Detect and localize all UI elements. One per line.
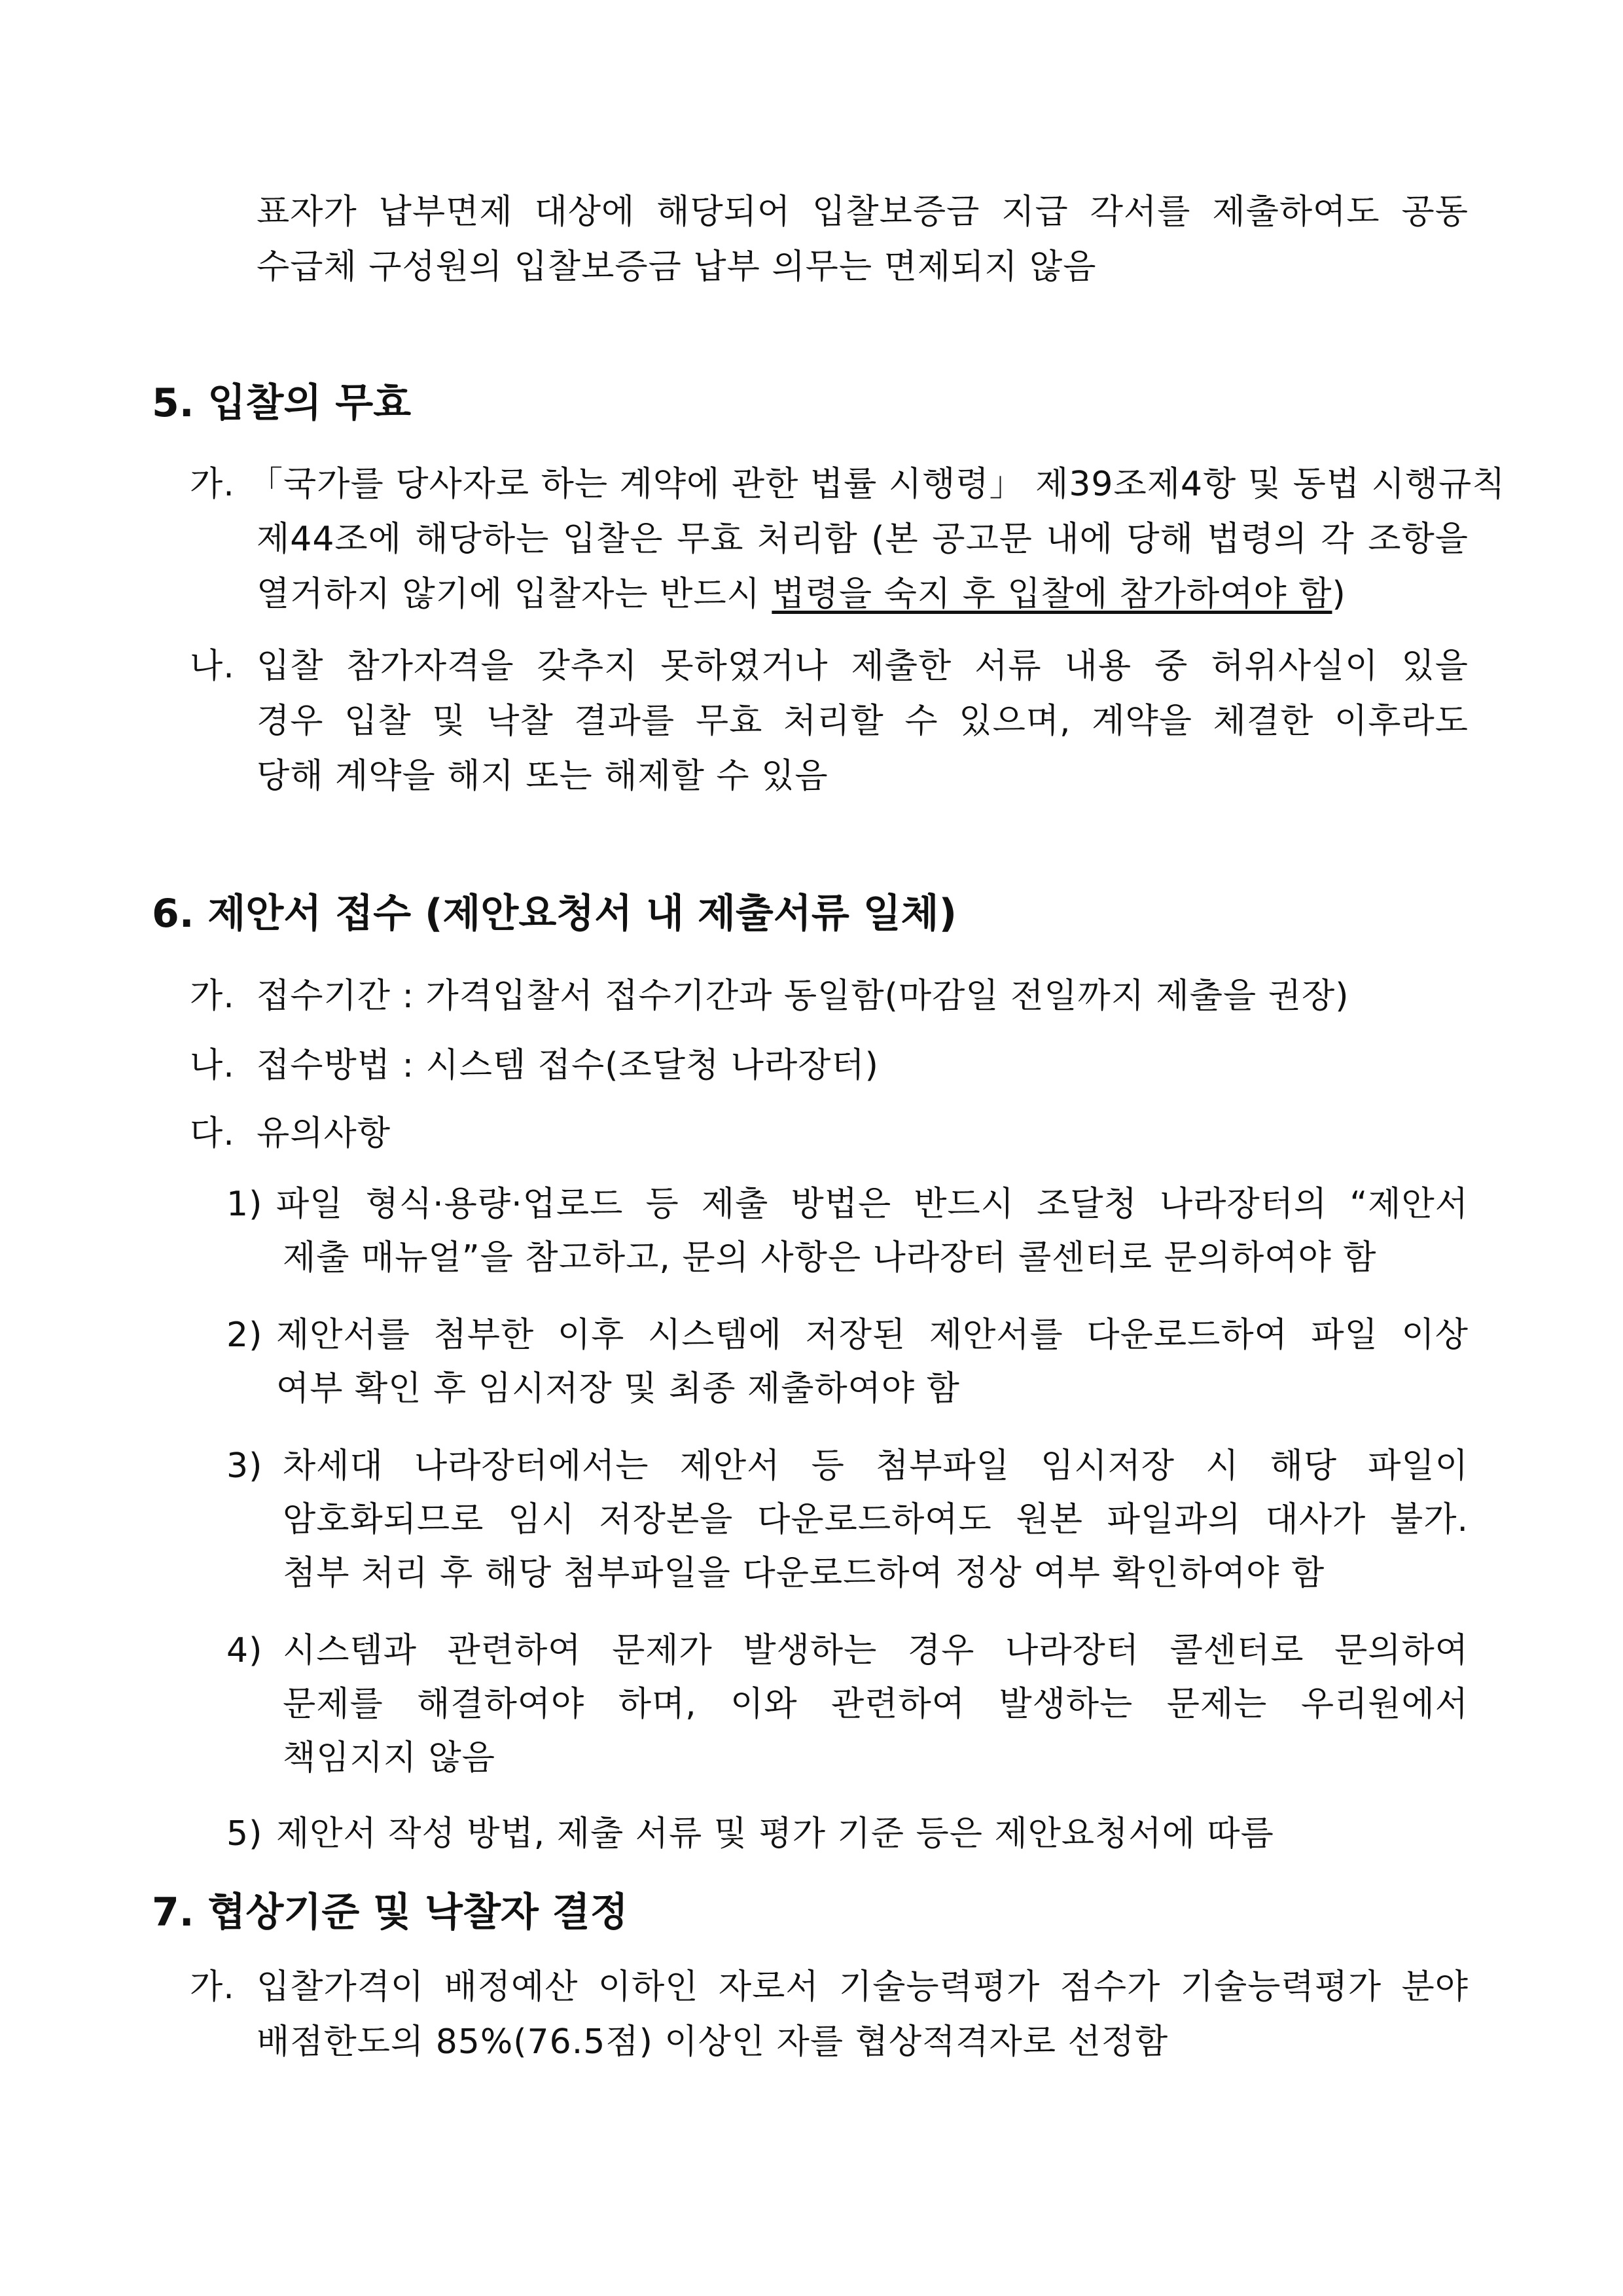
section-7-item-a-line-1: 입찰가격이 배정예산 이하인 자로서 기술능력평가 점수가 기술능력평가 분야 [257, 1967, 1469, 2007]
section-6-item-c-marker: 다. [190, 1114, 235, 1153]
section-6-item-a-marker: 가. [190, 977, 235, 1016]
section-5-item-a-line-2: 제44조에 해당하는 입찰은 무효 처리함 (본 공고문 내에 당해 법령의 각 조항을 [257, 520, 1469, 559]
section-5-item-a-marker: 가. [190, 465, 235, 504]
section-5-item-b-line-2: 경우 입찰 및 낙찰 결과를 무효 처리할 수 있으며, 계약을 체결한 이후라도 [257, 702, 1469, 741]
note-1-marker: 1) [226, 1185, 263, 1224]
note-4-line-2: 문제를 해결하여야 하며, 이와 관련하여 발생하는 문제는 우리원에서 [283, 1685, 1469, 1724]
section-6-item-c-text: 유의사항 [257, 1114, 391, 1153]
note-2-line-1: 제안서를 첨부한 이후 시스템에 저장된 제안서를 다운로드하여 파일 이상 [276, 1316, 1469, 1355]
section-5-item-a-line-3-text: 열거하지 않기에 입찰자는 반드시 [257, 575, 772, 614]
section-6-heading: 6. 제안서 접수 (제안요청서 내 제출서류 일체) [152, 891, 957, 937]
section-5-item-a-line-1: 「국가를 당사자로 하는 계약에 관한 법률 시행령」 제39조제4항 및 동법 시행규칙 [249, 465, 1506, 504]
section-5-item-b-line-3: 당해 계약을 해지 또는 해제할 수 있음 [257, 757, 829, 796]
note-2-marker: 2) [226, 1316, 263, 1355]
section-6-item-a-text: 접수기간 : 가격입찰서 접수기간과 동일함(마감일 전일까지 제출을 권장) [257, 977, 1349, 1016]
note-5-marker: 5) [226, 1814, 263, 1854]
note-3-line-2: 암호화되므로 임시 저장본을 다운로드하여도 원본 파일과의 대사가 불가. [283, 1500, 1469, 1539]
continuation-line-2: 수급체 구성원의 입찰보증금 납부 의무는 면제되지 않음 [257, 247, 1097, 287]
section-6-item-b-marker: 나. [190, 1046, 235, 1085]
section-7-heading: 7. 협상기준 및 낙찰자 결정 [152, 1890, 628, 1935]
note-3-line-3: 첨부 처리 후 해당 첨부파일을 다운로드하여 정상 여부 확인하여야 함 [283, 1554, 1325, 1593]
section-5-item-b-marker: 나. [190, 647, 235, 686]
section-5-item-a-underlined-text: 법령을 숙지 후 입찰에 참가하여야 함 [772, 575, 1332, 614]
note-2-line-2: 여부 확인 후 임시저장 및 최종 제출하여야 함 [276, 1369, 960, 1408]
continuation-line-1: 표자가 납부면제 대상에 해당되어 입찰보증금 지급 각서를 제출하여도 공동 [257, 192, 1469, 232]
note-4-marker: 4) [226, 1631, 263, 1670]
section-5-item-a-line-3-end: ) [1332, 575, 1346, 614]
note-5-line-1: 제안서 작성 방법, 제출 서류 및 평가 기준 등은 제안요청서에 따름 [276, 1814, 1274, 1854]
note-4-line-1: 시스템과 관련하여 문제가 발생하는 경우 나라장터 콜센터로 문의하여 [283, 1631, 1469, 1670]
section-5-heading: 5. 입찰의 무효 [152, 380, 412, 426]
section-7-item-a-marker: 가. [190, 1967, 235, 2007]
section-6-item-b-text: 접수방법 : 시스템 접수(조달청 나라장터) [257, 1046, 879, 1085]
note-1-line-2: 제출 매뉴얼”을 참고하고, 문의 사항은 나라장터 콜센터로 문의하여야 함 [283, 1238, 1377, 1278]
note-4-line-3: 책임지지 않음 [283, 1738, 495, 1778]
note-3-marker: 3) [226, 1446, 263, 1486]
note-3-line-1: 차세대 나라장터에서는 제안서 등 첨부파일 임시저장 시 해당 파일이 [283, 1446, 1469, 1486]
note-1-line-1: 파일 형식·용량·업로드 등 제출 방법은 반드시 조달청 나라장터의 “제안서 [276, 1185, 1469, 1224]
section-5-item-a-line-3 [257, 573, 1623, 615]
section-5-item-b-line-1: 입찰 참가자격을 갖추지 못하였거나 제출한 서류 내용 중 허위사실이 있을 [257, 647, 1469, 686]
section-7-item-a-line-2: 배점한도의 85%(76.5점) 이상인 자를 협상적격자로 선정함 [257, 2022, 1169, 2062]
